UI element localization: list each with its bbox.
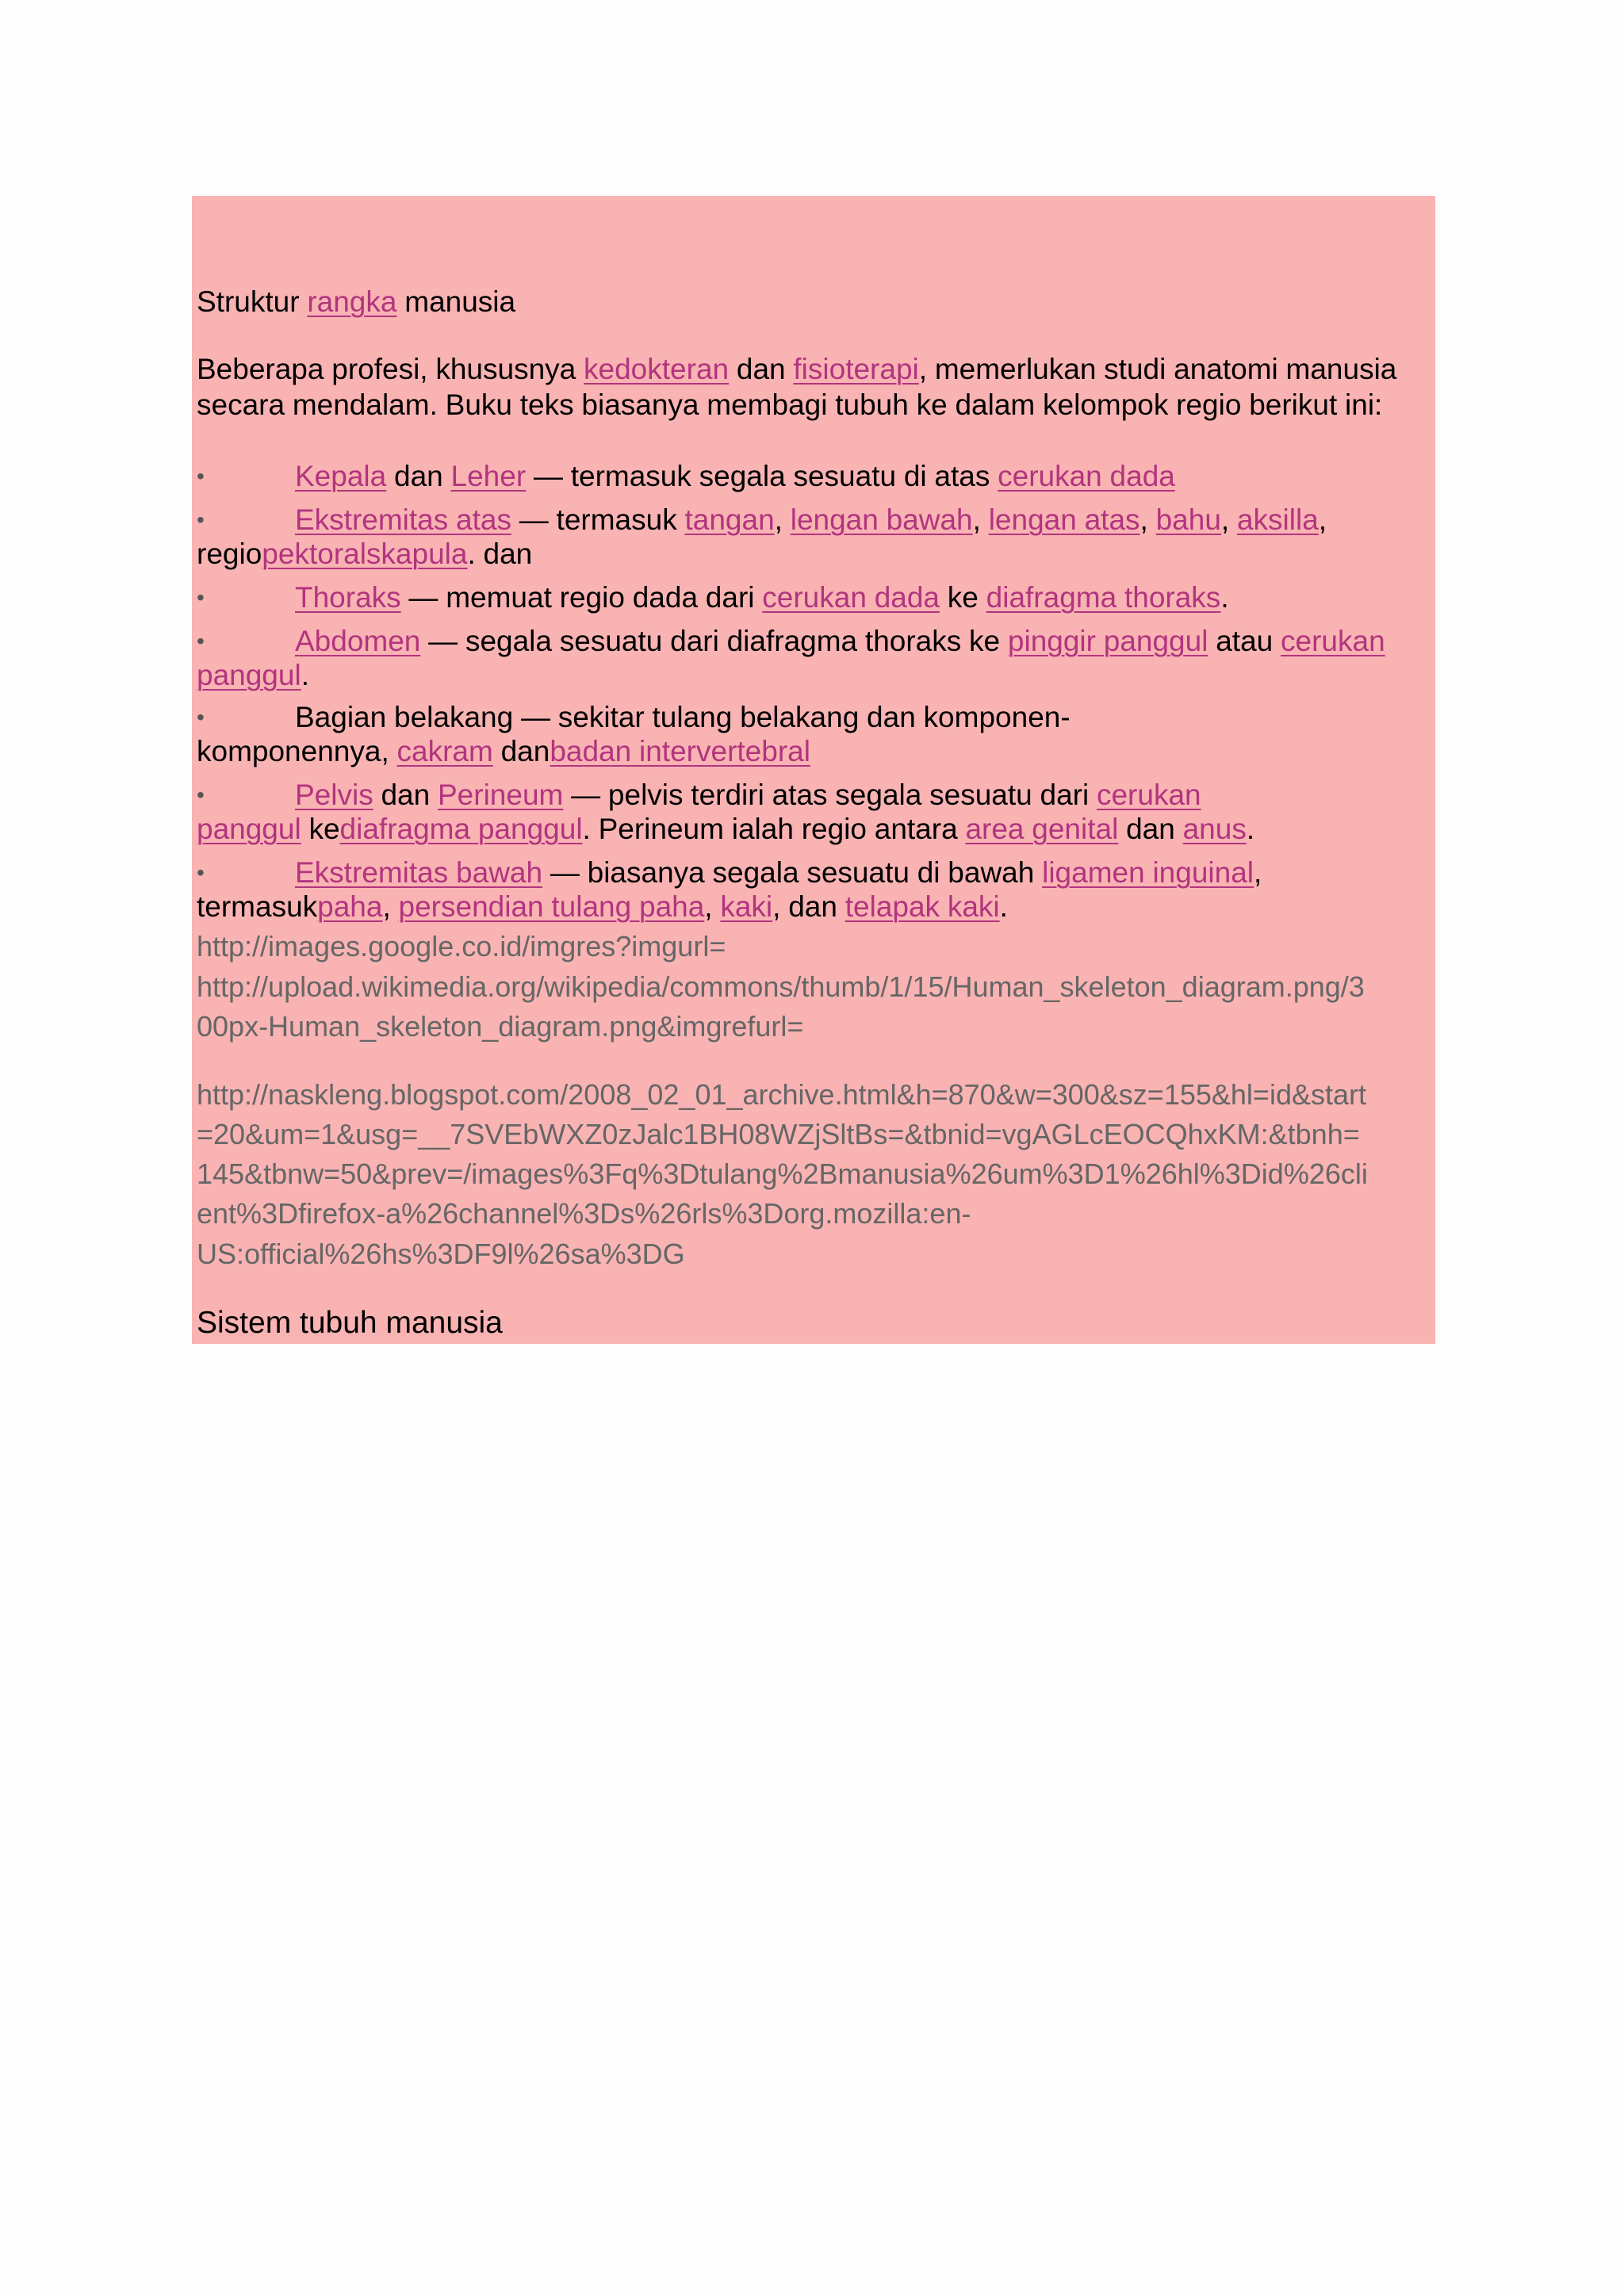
link-cerukan-dada[interactable]: cerukan dada bbox=[998, 460, 1175, 492]
link-leher[interactable]: Leher bbox=[450, 460, 527, 492]
link-cerukan-panggul[interactable]: cerukan bbox=[1281, 625, 1385, 657]
intro-line-2: secara mendalam. Buku teks biasanya membagi tubuh ke dalam kelompok regio berikut ini: bbox=[197, 388, 1383, 421]
bullet-icon: • bbox=[197, 629, 205, 653]
link-panggul-2[interactable]: panggul bbox=[197, 813, 301, 845]
link-cerukan-dada-2[interactable]: cerukan dada bbox=[762, 581, 940, 614]
list-item-thoraks: Thoraks — memuat regio dada dari cerukan dada ke diafragma thoraks. bbox=[295, 581, 1229, 614]
link-tangan[interactable]: tangan bbox=[684, 503, 775, 536]
link-pinggir-panggul[interactable]: pinggir panggul bbox=[1007, 625, 1208, 657]
bullet-icon: • bbox=[197, 464, 205, 488]
link-badan-intervertebral[interactable]: badan intervertebral bbox=[550, 735, 810, 767]
link-anus[interactable]: anus bbox=[1182, 813, 1247, 845]
url-line: ent%3Dfirefox-a%26channel%3Ds%26rls%3Dorg.mozilla:en- bbox=[197, 1197, 971, 1230]
link-cerukan-2[interactable]: cerukan bbox=[1096, 779, 1201, 811]
bullet-icon: • bbox=[197, 585, 205, 610]
bullet-icon: • bbox=[197, 783, 205, 807]
link-diafragma-thoraks[interactable]: diafragma thoraks bbox=[986, 581, 1221, 614]
link-diafragma-panggul[interactable]: diafragma panggul bbox=[339, 813, 583, 845]
link-telapak-kaki[interactable]: telapak kaki bbox=[845, 890, 1000, 923]
link-kedokteran[interactable]: kedokteran bbox=[584, 353, 730, 385]
list-item-bagian-belakang-cont: komponennya, cakram danbadan intervertebral bbox=[197, 735, 810, 767]
link-ligamen-inguinal[interactable]: ligamen inguinal bbox=[1042, 856, 1254, 889]
list-item-pelvis: Pelvis dan Perineum — pelvis terdiri atas segala sesuatu dari cerukan bbox=[295, 779, 1201, 811]
intro-line-1: Beberapa profesi, khususnya kedokteran dan fisioterapi, memerlukan studi anatomi manusia bbox=[197, 353, 1397, 385]
link-ekstremitas-atas[interactable]: Ekstremitas atas bbox=[295, 503, 511, 536]
link-bahu[interactable]: bahu bbox=[1155, 503, 1221, 536]
list-item-ekstremitas-atas: Ekstremitas atas — termasuk tangan, lengan bawah, lengan atas, bahu, aksilla, bbox=[295, 503, 1327, 536]
list-item-ekstremitas-bawah: Ekstremitas bawah — biasanya segala sesuatu di bawah ligamen inguinal, bbox=[295, 856, 1262, 889]
url-line: 00px-Human_skeleton_diagram.png&imgrefurl= bbox=[197, 1010, 804, 1043]
link-pektoralskapula[interactable]: pektoralskapula bbox=[262, 538, 468, 570]
link-perineum[interactable]: Perineum bbox=[438, 779, 564, 811]
link-lengan-atas[interactable]: lengan atas bbox=[988, 503, 1140, 536]
bullet-icon: • bbox=[197, 507, 205, 532]
link-aksilla[interactable]: aksilla bbox=[1236, 503, 1319, 536]
url-line: 145&tbnw=50&prev=/images%3Fq%3Dtulang%2Bmanusia%26um%3D1%26hl%3Did%26cli bbox=[197, 1158, 1368, 1190]
list-item-kepala: Kepala dan Leher — termasuk segala sesuatu di atas cerukan dada bbox=[295, 460, 1175, 492]
link-rangka[interactable]: rangka bbox=[307, 285, 397, 318]
link-kaki[interactable]: kaki bbox=[720, 890, 773, 923]
url-line: http://naskleng.blogspot.com/2008_02_01_archive.html&h=870&w=300&sz=155&hl=id&start bbox=[197, 1078, 1366, 1111]
footer-heading: Sistem tubuh manusia bbox=[197, 1306, 503, 1340]
link-lengan-bawah[interactable]: lengan bawah bbox=[790, 503, 973, 536]
link-paha[interactable]: paha bbox=[317, 890, 383, 923]
link-kepala[interactable]: Kepala bbox=[295, 460, 387, 492]
list-item-ekstremitas-bawah-cont: termasukpaha, persendian tulang paha, kaki, dan telapak kaki. bbox=[197, 890, 1008, 923]
section-heading: Struktur rangka manusia bbox=[197, 285, 516, 318]
bullet-icon: • bbox=[197, 860, 205, 885]
list-item-abdomen: Abdomen — segala sesuatu dari diafragma thoraks ke pinggir panggul atau cerukan bbox=[295, 625, 1385, 657]
url-line: http://images.google.co.id/imgres?imgurl= bbox=[197, 930, 726, 962]
link-persendian-tulang-paha[interactable]: persendian tulang paha bbox=[398, 890, 705, 923]
link-abdomen[interactable]: Abdomen bbox=[295, 625, 421, 657]
link-cakram[interactable]: cakram bbox=[396, 735, 493, 767]
list-item-abdomen-cont: panggul. bbox=[197, 659, 309, 691]
list-item-bagian-belakang: Bagian belakang — sekitar tulang belakang dan komponen- bbox=[295, 701, 1071, 733]
link-thoraks[interactable]: Thoraks bbox=[295, 581, 401, 614]
link-pelvis[interactable]: Pelvis bbox=[295, 779, 373, 811]
list-item-pelvis-cont: panggul kediafragma panggul. Perineum ialah regio antara area genital dan anus. bbox=[197, 813, 1255, 845]
url-line: http://upload.wikimedia.org/wikipedia/commons/thumb/1/15/Human_skeleton_diagram.png/3 bbox=[197, 970, 1365, 1003]
link-panggul[interactable]: panggul bbox=[197, 659, 301, 691]
link-area-genital[interactable]: area genital bbox=[965, 813, 1119, 845]
bullet-icon: • bbox=[197, 705, 205, 729]
link-fisioterapi[interactable]: fisioterapi bbox=[793, 353, 919, 385]
list-item-ekstremitas-atas-cont: regiopektoralskapula. dan bbox=[197, 538, 533, 570]
link-ekstremitas-bawah[interactable]: Ekstremitas bawah bbox=[295, 856, 543, 889]
url-line: =20&um=1&usg=__7SVEbWXZ0zJalc1BH08WZjSltBs=&tbnid=vgAGLcEOCQhxKM:&tbnh= bbox=[197, 1118, 1360, 1150]
url-line: US:official%26hs%3DF9l%26sa%3DG bbox=[197, 1238, 685, 1270]
